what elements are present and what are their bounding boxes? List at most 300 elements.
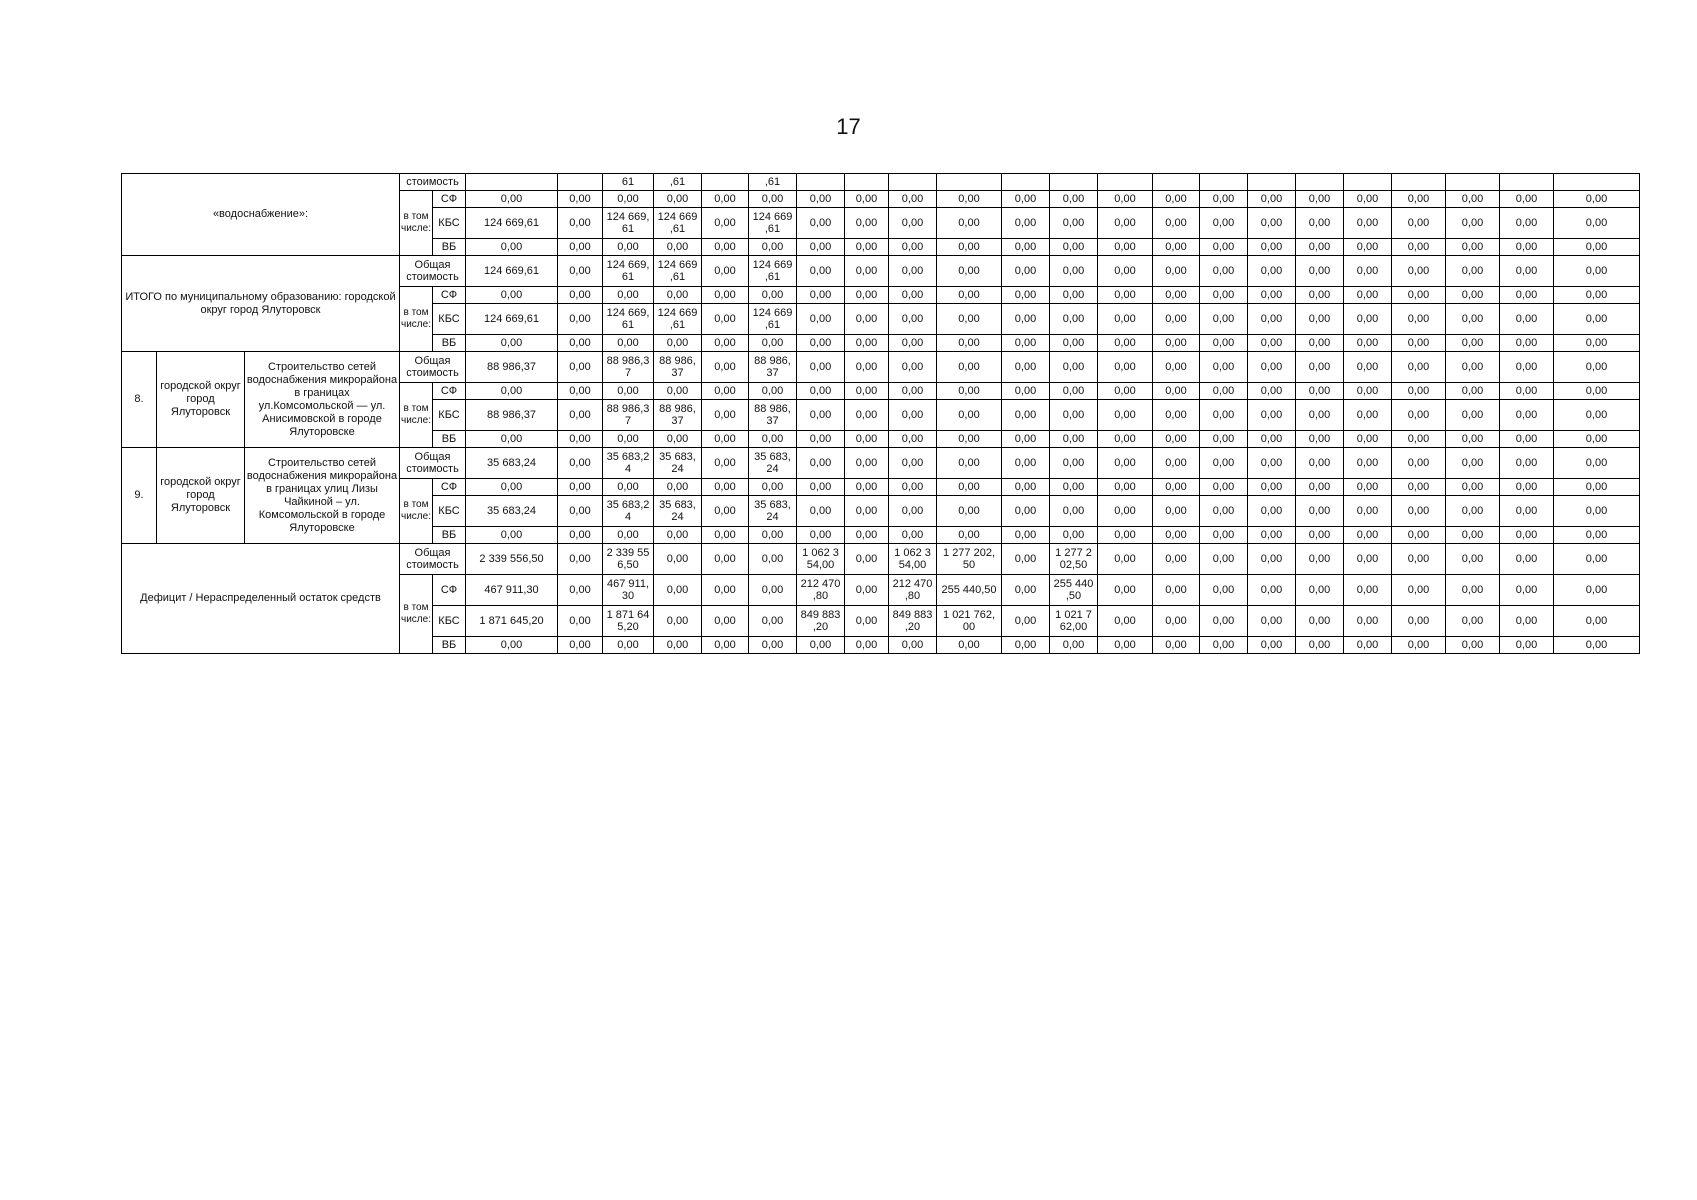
value-cell: 0,00 <box>1098 352 1153 383</box>
value-cell: 0,00 <box>1296 383 1344 400</box>
value-cell: 0,00 <box>937 352 1002 383</box>
value-cell: 0,00 <box>1446 287 1500 304</box>
value-cell: 0,00 <box>702 544 749 575</box>
value-cell: 35 683, 24 <box>749 496 797 527</box>
value-cell: 0,00 <box>1392 335 1446 352</box>
funding-source-vb: ВБ <box>433 527 466 544</box>
value-cell: 0,00 <box>1554 575 1640 606</box>
table-row <box>122 256 1640 287</box>
value-cell: 0,00 <box>845 256 889 287</box>
value-cell: 0,00 <box>654 239 702 256</box>
value-cell: 0,00 <box>1392 544 1446 575</box>
value-cell: 0,00 <box>1392 287 1446 304</box>
value-cell: 0,00 <box>937 637 1002 654</box>
value-cell: 0,00 <box>558 575 603 606</box>
value-cell: 0,00 <box>558 527 603 544</box>
value-cell: 0,00 <box>797 287 845 304</box>
value-cell: 0,00 <box>1200 575 1248 606</box>
value-cell: 0,00 <box>1500 606 1554 637</box>
value-cell: 0,00 <box>889 496 937 527</box>
value-cell: 0,00 <box>1554 239 1640 256</box>
value-cell: 0,00 <box>702 637 749 654</box>
value-cell: 0,00 <box>1002 383 1050 400</box>
value-cell: 88 986,37 <box>466 352 558 383</box>
value-cell: 0,00 <box>603 239 654 256</box>
value-cell: 0,00 <box>1248 606 1296 637</box>
value-cell: 0,00 <box>466 287 558 304</box>
value-cell: 124 669 ,61 <box>749 256 797 287</box>
value-cell: 0,00 <box>1002 256 1050 287</box>
value-cell: 0,00 <box>749 606 797 637</box>
value-cell: 0,00 <box>466 383 558 400</box>
value-cell: 0,00 <box>1344 383 1392 400</box>
value-cell: 0,00 <box>1153 287 1200 304</box>
value-cell: 0,00 <box>1392 191 1446 208</box>
value-cell: 88 986,3 7 <box>603 352 654 383</box>
value-cell: 0,00 <box>1002 287 1050 304</box>
value-cell: 0,00 <box>654 431 702 448</box>
value-cell: 212 470 ,80 <box>889 575 937 606</box>
value-cell: 0,00 <box>1098 575 1153 606</box>
value-cell: 0,00 <box>749 239 797 256</box>
including-label: в том числе: <box>400 287 433 352</box>
value-cell: 0,00 <box>1446 400 1500 431</box>
value-cell <box>889 174 937 191</box>
value-cell: 0,00 <box>845 544 889 575</box>
value-cell: 0,00 <box>1500 637 1554 654</box>
value-cell: 0,00 <box>1153 496 1200 527</box>
value-cell: 0,00 <box>702 400 749 431</box>
value-cell: 0,00 <box>1392 575 1446 606</box>
table-body <box>122 174 1640 654</box>
value-cell: 0,00 <box>702 575 749 606</box>
value-cell: 0,00 <box>889 383 937 400</box>
value-cell: 0,00 <box>603 431 654 448</box>
value-cell: 0,00 <box>702 352 749 383</box>
value-cell: 0,00 <box>1500 400 1554 431</box>
value-cell: 1 277 2 02,50 <box>1050 544 1098 575</box>
value-cell: 124 669 ,61 <box>654 256 702 287</box>
value-cell: 0,00 <box>1050 479 1098 496</box>
value-cell: 0,00 <box>1446 431 1500 448</box>
value-cell: 0,00 <box>1344 479 1392 496</box>
value-cell: 0,00 <box>889 431 937 448</box>
value-cell <box>937 174 1002 191</box>
value-cell: 0,00 <box>702 606 749 637</box>
value-cell: 849 883 ,20 <box>797 606 845 637</box>
value-cell: 0,00 <box>749 637 797 654</box>
value-cell: 0,00 <box>1344 191 1392 208</box>
value-cell: 0,00 <box>845 287 889 304</box>
value-cell: 0,00 <box>558 335 603 352</box>
value-cell: 0,00 <box>1554 287 1640 304</box>
value-cell: 0,00 <box>1050 496 1098 527</box>
value-cell: 0,00 <box>466 191 558 208</box>
value-cell: 0,00 <box>654 479 702 496</box>
value-cell: 0,00 <box>1554 208 1640 239</box>
value-cell: 0,00 <box>1050 352 1098 383</box>
value-cell: 0,00 <box>1002 400 1050 431</box>
value-cell: 0,00 <box>654 637 702 654</box>
value-cell: 0,00 <box>1248 479 1296 496</box>
value-cell: 0,00 <box>1446 191 1500 208</box>
value-cell <box>797 174 845 191</box>
value-cell: 0,00 <box>749 479 797 496</box>
value-cell: 35 683,24 <box>466 448 558 479</box>
funding-source-kbs: КБС <box>433 606 466 637</box>
value-cell: 0,00 <box>1446 479 1500 496</box>
value-cell: 0,00 <box>889 191 937 208</box>
value-cell: 0,00 <box>845 479 889 496</box>
value-cell: 0,00 <box>1002 335 1050 352</box>
value-cell: 0,00 <box>1002 527 1050 544</box>
value-cell: 0,00 <box>797 383 845 400</box>
including-label: в том числе: <box>400 575 433 654</box>
value-cell: 0,00 <box>1446 208 1500 239</box>
value-cell: 0,00 <box>889 400 937 431</box>
value-cell: 0,00 <box>1344 304 1392 335</box>
value-cell: 35 683,24 <box>466 496 558 527</box>
table-row <box>122 174 1640 191</box>
value-cell: 1 021 762, 00 <box>937 606 1002 637</box>
value-cell: 0,00 <box>1446 352 1500 383</box>
value-cell: 0,00 <box>749 431 797 448</box>
funding-source-sf: СФ <box>433 383 466 400</box>
total-cost-label: стоимость <box>400 174 466 191</box>
value-cell: 0,00 <box>558 239 603 256</box>
value-cell: 0,00 <box>558 496 603 527</box>
value-cell: 0,00 <box>1554 479 1640 496</box>
value-cell: 0,00 <box>1200 544 1248 575</box>
section-label: ИТОГО по муниципальному образованию: городской округ город Ялуторовск <box>122 256 400 352</box>
value-cell: 0,00 <box>1344 544 1392 575</box>
value-cell: 0,00 <box>937 239 1002 256</box>
value-cell: 0,00 <box>1200 527 1248 544</box>
value-cell <box>1554 174 1640 191</box>
row-number: 8. <box>122 352 157 448</box>
value-cell: 0,00 <box>1200 335 1248 352</box>
value-cell: 0,00 <box>1050 208 1098 239</box>
value-cell: 0,00 <box>1500 448 1554 479</box>
table-row <box>122 544 1640 575</box>
value-cell: 0,00 <box>749 287 797 304</box>
value-cell: 0,00 <box>1153 527 1200 544</box>
value-cell: 0,00 <box>1392 448 1446 479</box>
value-cell <box>1392 174 1446 191</box>
value-cell: 0,00 <box>1200 637 1248 654</box>
value-cell: 0,00 <box>1002 479 1050 496</box>
value-cell: 0,00 <box>1344 335 1392 352</box>
value-cell: 0,00 <box>1248 335 1296 352</box>
value-cell: 0,00 <box>749 527 797 544</box>
value-cell: 0,00 <box>702 304 749 335</box>
value-cell: 0,00 <box>749 191 797 208</box>
value-cell: 0,00 <box>1500 496 1554 527</box>
value-cell: 0,00 <box>1098 304 1153 335</box>
value-cell: 0,00 <box>702 287 749 304</box>
value-cell: 0,00 <box>1500 527 1554 544</box>
value-cell: 0,00 <box>1446 637 1500 654</box>
funding-source-kbs: КБС <box>433 208 466 239</box>
value-cell: 0,00 <box>1200 256 1248 287</box>
value-cell: 0,00 <box>1392 606 1446 637</box>
value-cell: 124 669 ,61 <box>749 304 797 335</box>
value-cell: 0,00 <box>1200 304 1248 335</box>
value-cell: ,61 <box>749 174 797 191</box>
value-cell: 0,00 <box>1296 479 1344 496</box>
value-cell: 0,00 <box>1344 606 1392 637</box>
funding-source-sf: СФ <box>433 191 466 208</box>
value-cell: 0,00 <box>1296 239 1344 256</box>
value-cell: 0,00 <box>1344 239 1392 256</box>
value-cell: 2 339 556,50 <box>466 544 558 575</box>
value-cell: 0,00 <box>1554 431 1640 448</box>
value-cell: 0,00 <box>654 287 702 304</box>
value-cell: 849 883 ,20 <box>889 606 937 637</box>
value-cell: 0,00 <box>1500 304 1554 335</box>
value-cell: 0,00 <box>1392 239 1446 256</box>
value-cell: 0,00 <box>1200 239 1248 256</box>
value-cell: 0,00 <box>1248 256 1296 287</box>
value-cell: 0,00 <box>1098 239 1153 256</box>
total-cost-label: Общая стоимость <box>400 448 466 479</box>
value-cell: 35 683, 24 <box>654 448 702 479</box>
value-cell: 0,00 <box>1344 527 1392 544</box>
value-cell <box>1248 174 1296 191</box>
table-row <box>122 448 1640 479</box>
value-cell: 0,00 <box>937 335 1002 352</box>
value-cell: 0,00 <box>1050 256 1098 287</box>
value-cell: 0,00 <box>1153 479 1200 496</box>
value-cell: 0,00 <box>1050 383 1098 400</box>
value-cell: 0,00 <box>1153 352 1200 383</box>
value-cell: 124 669,61 <box>466 304 558 335</box>
value-cell: 0,00 <box>1248 304 1296 335</box>
funding-source-vb: ВБ <box>433 431 466 448</box>
value-cell: 0,00 <box>1153 335 1200 352</box>
value-cell: 124 669 ,61 <box>749 208 797 239</box>
table-row <box>122 352 1640 383</box>
value-cell: 0,00 <box>1098 496 1153 527</box>
value-cell: 0,00 <box>1098 256 1153 287</box>
value-cell: 1 021 7 62,00 <box>1050 606 1098 637</box>
value-cell: 0,00 <box>1153 606 1200 637</box>
value-cell: 255 440 ,50 <box>1050 575 1098 606</box>
value-cell: 0,00 <box>1153 575 1200 606</box>
value-cell: 0,00 <box>1050 431 1098 448</box>
value-cell: 0,00 <box>1446 575 1500 606</box>
value-cell: 0,00 <box>702 383 749 400</box>
value-cell: 35 683,2 4 <box>603 448 654 479</box>
value-cell: 212 470 ,80 <box>797 575 845 606</box>
object-name: Строительство сетей водоснабжения микрорайона в границах улиц Лизы Чайкиной – ул. Комсомольской в городе Ялуторовске <box>245 448 400 544</box>
value-cell: 88 986, 37 <box>749 400 797 431</box>
page-number: 17 <box>836 114 861 139</box>
value-cell: 124 669, 61 <box>603 304 654 335</box>
value-cell: 0,00 <box>1153 191 1200 208</box>
value-cell: 0,00 <box>889 239 937 256</box>
value-cell: 0,00 <box>845 239 889 256</box>
value-cell: 0,00 <box>1344 400 1392 431</box>
value-cell: 0,00 <box>1050 637 1098 654</box>
value-cell: 0,00 <box>797 400 845 431</box>
value-cell: 0,00 <box>1500 352 1554 383</box>
value-cell: 0,00 <box>1446 527 1500 544</box>
value-cell: 0,00 <box>1344 287 1392 304</box>
value-cell: 0,00 <box>1392 496 1446 527</box>
value-cell: 0,00 <box>1296 287 1344 304</box>
value-cell: 0,00 <box>1296 400 1344 431</box>
value-cell: 0,00 <box>1554 191 1640 208</box>
value-cell: 0,00 <box>797 352 845 383</box>
value-cell: 0,00 <box>1500 208 1554 239</box>
value-cell: 0,00 <box>1554 448 1640 479</box>
value-cell: 0,00 <box>1392 479 1446 496</box>
value-cell: 0,00 <box>797 208 845 239</box>
value-cell: 0,00 <box>1248 544 1296 575</box>
value-cell: 0,00 <box>1554 637 1640 654</box>
value-cell: 0,00 <box>1392 383 1446 400</box>
value-cell: 88 986, 37 <box>654 352 702 383</box>
value-cell: 0,00 <box>466 479 558 496</box>
value-cell: 0,00 <box>937 256 1002 287</box>
value-cell: 0,00 <box>1002 431 1050 448</box>
value-cell: 88 986, 37 <box>654 400 702 431</box>
value-cell: 0,00 <box>702 479 749 496</box>
value-cell: 35 683,2 4 <box>603 496 654 527</box>
value-cell: 0,00 <box>1002 304 1050 335</box>
value-cell: 0,00 <box>603 335 654 352</box>
value-cell: 0,00 <box>1500 256 1554 287</box>
section-label: «водоснабжение»: <box>122 174 400 256</box>
value-cell: 0,00 <box>1200 352 1248 383</box>
value-cell: 0,00 <box>1248 431 1296 448</box>
value-cell: 1 277 202, 50 <box>937 544 1002 575</box>
value-cell: 0,00 <box>1500 431 1554 448</box>
value-cell: 0,00 <box>1344 448 1392 479</box>
value-cell: 0,00 <box>1392 304 1446 335</box>
value-cell: 61 <box>603 174 654 191</box>
value-cell: 0,00 <box>1554 335 1640 352</box>
funding-source-vb: ВБ <box>433 637 466 654</box>
funding-source-kbs: КБС <box>433 304 466 335</box>
value-cell: 0,00 <box>889 304 937 335</box>
value-cell: 0,00 <box>702 431 749 448</box>
value-cell: 0,00 <box>889 335 937 352</box>
value-cell: 0,00 <box>702 496 749 527</box>
value-cell: 0,00 <box>1098 606 1153 637</box>
value-cell: 0,00 <box>558 304 603 335</box>
funding-source-sf: СФ <box>433 287 466 304</box>
value-cell: 467 911, 30 <box>603 575 654 606</box>
value-cell <box>1050 174 1098 191</box>
value-cell: 0,00 <box>1098 383 1153 400</box>
value-cell: 0,00 <box>654 527 702 544</box>
value-cell: 0,00 <box>702 527 749 544</box>
value-cell: 0,00 <box>1248 239 1296 256</box>
value-cell: 0,00 <box>1446 239 1500 256</box>
value-cell: 0,00 <box>937 448 1002 479</box>
value-cell: 0,00 <box>558 606 603 637</box>
value-cell: 1 871 64 5,20 <box>603 606 654 637</box>
including-label: в том числе: <box>400 191 433 256</box>
value-cell: 0,00 <box>1446 544 1500 575</box>
value-cell: 0,00 <box>1098 431 1153 448</box>
value-cell: 0,00 <box>1296 431 1344 448</box>
value-cell: 124 669,61 <box>466 208 558 239</box>
value-cell: 0,00 <box>603 383 654 400</box>
value-cell: 255 440,50 <box>937 575 1002 606</box>
funding-source-sf: СФ <box>433 575 466 606</box>
value-cell: 0,00 <box>937 304 1002 335</box>
value-cell: 0,00 <box>702 335 749 352</box>
value-cell: 0,00 <box>1153 383 1200 400</box>
value-cell <box>1153 174 1200 191</box>
value-cell <box>466 174 558 191</box>
value-cell: 0,00 <box>889 287 937 304</box>
value-cell: 124 669, 61 <box>603 256 654 287</box>
funding-source-kbs: КБС <box>433 496 466 527</box>
value-cell: 0,00 <box>1153 637 1200 654</box>
value-cell: 0,00 <box>845 431 889 448</box>
value-cell: 124 669 ,61 <box>654 208 702 239</box>
budget-table <box>121 173 1640 654</box>
value-cell: 0,00 <box>654 575 702 606</box>
value-cell: 0,00 <box>937 431 1002 448</box>
value-cell: 0,00 <box>1153 304 1200 335</box>
value-cell: 0,00 <box>603 479 654 496</box>
value-cell: 0,00 <box>937 208 1002 239</box>
value-cell: 0,00 <box>1200 606 1248 637</box>
value-cell: 0,00 <box>889 256 937 287</box>
value-cell: 0,00 <box>1500 575 1554 606</box>
value-cell <box>702 174 749 191</box>
funding-source-sf: СФ <box>433 479 466 496</box>
value-cell: 0,00 <box>889 527 937 544</box>
value-cell: 0,00 <box>889 448 937 479</box>
value-cell: 0,00 <box>1002 575 1050 606</box>
value-cell: 0,00 <box>1002 544 1050 575</box>
value-cell: 0,00 <box>558 256 603 287</box>
value-cell: 0,00 <box>1248 575 1296 606</box>
value-cell: 0,00 <box>1296 496 1344 527</box>
value-cell: 0,00 <box>1296 352 1344 383</box>
value-cell: 0,00 <box>937 496 1002 527</box>
value-cell: 0,00 <box>1002 637 1050 654</box>
value-cell: 0,00 <box>937 287 1002 304</box>
value-cell: 0,00 <box>1200 383 1248 400</box>
value-cell: 0,00 <box>1248 287 1296 304</box>
value-cell: 0,00 <box>1098 544 1153 575</box>
value-cell: 0,00 <box>1500 544 1554 575</box>
value-cell: 124 669,61 <box>466 256 558 287</box>
value-cell <box>1296 174 1344 191</box>
value-cell: ,61 <box>654 174 702 191</box>
value-cell: 0,00 <box>558 208 603 239</box>
value-cell: 0,00 <box>1500 383 1554 400</box>
value-cell: 0,00 <box>845 352 889 383</box>
value-cell: 0,00 <box>1296 606 1344 637</box>
value-cell <box>1500 174 1554 191</box>
value-cell: 0,00 <box>845 208 889 239</box>
value-cell: 0,00 <box>797 239 845 256</box>
value-cell: 0,00 <box>1500 191 1554 208</box>
value-cell: 0,00 <box>1153 544 1200 575</box>
value-cell: 0,00 <box>702 256 749 287</box>
value-cell: 0,00 <box>1392 637 1446 654</box>
value-cell: 0,00 <box>797 304 845 335</box>
value-cell: 0,00 <box>1344 431 1392 448</box>
